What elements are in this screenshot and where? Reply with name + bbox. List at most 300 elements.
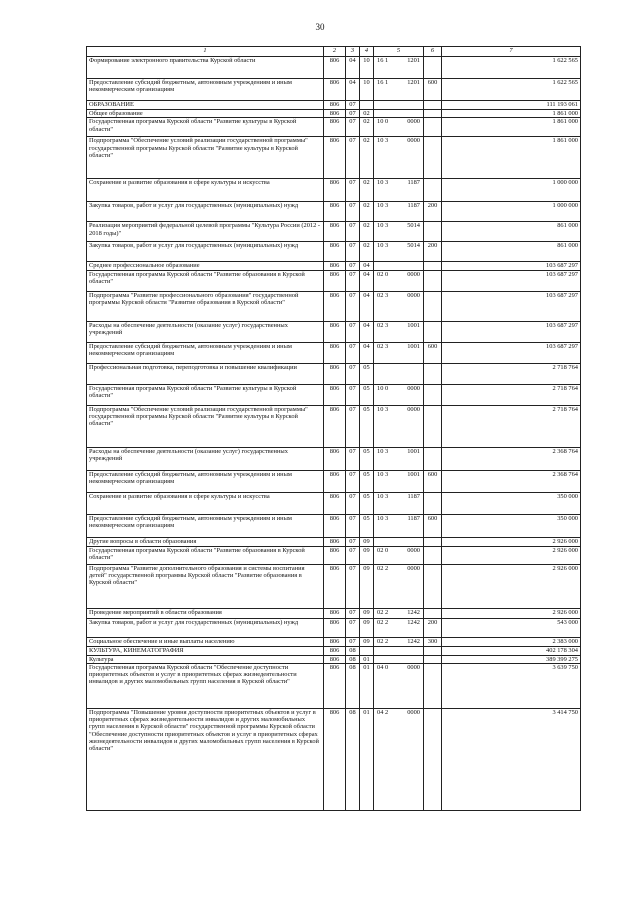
row-expense-type [424, 291, 442, 321]
row-subsection: 09 [360, 618, 374, 637]
row-admin-code: 806 [324, 321, 346, 342]
target-article-direction: 0000 [407, 137, 420, 145]
target-article-program: 16 1 [377, 57, 389, 64]
row-target-article [374, 291, 424, 321]
row-section: 07 [346, 222, 360, 242]
row-amount: 389 399 275 [442, 655, 581, 663]
target-article-direction: 1187 [407, 202, 420, 210]
row-expense-type [424, 363, 442, 384]
target-article-program: 10 0 [377, 118, 389, 126]
target-article-direction: 1187 [407, 179, 420, 187]
row-amount: 3 414 750 [442, 708, 581, 810]
row-admin-code: 806 [324, 291, 346, 321]
row-expense-type [424, 118, 442, 137]
target-article-parts [376, 638, 421, 645]
target-article-direction: 1242 [407, 618, 420, 626]
row-amount: 1 861 000 [442, 118, 581, 137]
row-name: Общее образование [87, 110, 324, 118]
row-section: 08 [346, 655, 360, 663]
table-row [87, 384, 581, 405]
row-section: 07 [346, 321, 360, 342]
target-article-direction: 1001 [407, 321, 420, 329]
target-article-direction: 0000 [407, 405, 420, 413]
row-section: 04 [346, 57, 360, 79]
row-target-article [374, 663, 424, 708]
row-expense-type [424, 492, 442, 514]
row-section: 07 [346, 608, 360, 618]
row-amount: 111 193 061 [442, 101, 581, 110]
row-expense-type [424, 564, 442, 608]
target-article-direction: 1201 [407, 79, 420, 86]
target-article-parts [376, 137, 421, 144]
target-article-parts [376, 118, 421, 125]
target-article-parts [376, 406, 421, 413]
table-row [87, 137, 581, 179]
row-target-article [374, 118, 424, 137]
row-amount: 103 687 297 [442, 262, 581, 270]
row-subsection: 09 [360, 564, 374, 608]
target-article-program: 10 3 [377, 242, 389, 250]
row-subsection: 02 [360, 202, 374, 222]
table-row [87, 655, 581, 663]
row-subsection: 01 [360, 663, 374, 708]
row-subsection: 05 [360, 405, 374, 447]
row-subsection: 05 [360, 470, 374, 492]
table-row [87, 546, 581, 564]
target-article-program: 10 0 [377, 384, 389, 392]
row-admin-code: 806 [324, 342, 346, 363]
target-article-direction: 1001 [407, 447, 420, 455]
row-expense-type: 300 [424, 637, 442, 646]
row-amount: 103 687 297 [442, 270, 581, 291]
row-name: Сохранение и развитие образования в сфере культуры и искусства [87, 179, 324, 202]
row-subsection: 02 [360, 137, 374, 179]
row-section: 07 [346, 101, 360, 110]
row-admin-code: 806 [324, 546, 346, 564]
row-subsection: 02 [360, 242, 374, 262]
table-row [87, 57, 581, 79]
row-admin-code: 806 [324, 202, 346, 222]
table-row [87, 608, 581, 618]
row-section: 07 [346, 564, 360, 608]
table-body [87, 47, 581, 811]
target-article-parts [376, 242, 421, 249]
header-cell-adm: 2 [324, 47, 346, 57]
row-amount: 543 000 [442, 618, 581, 637]
table-row [87, 118, 581, 137]
row-subsection: 02 [360, 179, 374, 202]
table-row [87, 514, 581, 537]
row-target-article [374, 646, 424, 655]
target-article-direction: 0000 [407, 564, 420, 572]
target-article-program: 10 3 [377, 447, 389, 455]
table-row [87, 321, 581, 342]
target-article-parts [376, 709, 421, 716]
row-expense-type [424, 262, 442, 270]
row-expense-type: 600 [424, 79, 442, 101]
row-admin-code: 806 [324, 637, 346, 646]
row-name: Культура [87, 655, 324, 663]
row-target-article [374, 242, 424, 262]
row-admin-code: 806 [324, 118, 346, 137]
row-name: Профессиональная подготовка, переподготовка и повышение квалификации [87, 363, 324, 384]
target-article-parts [376, 271, 421, 278]
header-cell-subsection: 4 [360, 47, 374, 57]
row-target-article [374, 470, 424, 492]
target-article-direction: 0000 [407, 546, 420, 554]
target-article-program: 10 3 [377, 179, 389, 187]
table-row [87, 663, 581, 708]
target-article-parts [376, 471, 421, 478]
target-article-direction: 0000 [407, 118, 420, 126]
row-target-article [374, 57, 424, 79]
target-article-parts [376, 619, 421, 626]
table-row [87, 618, 581, 637]
row-section: 07 [346, 363, 360, 384]
row-subsection: 09 [360, 537, 374, 546]
row-subsection: 04 [360, 342, 374, 363]
row-target-article [374, 708, 424, 810]
target-article-parts [376, 493, 421, 500]
row-subsection: 02 [360, 222, 374, 242]
table-row [87, 492, 581, 514]
table-row [87, 242, 581, 262]
row-admin-code: 806 [324, 618, 346, 637]
row-amount: 350 000 [442, 514, 581, 537]
row-expense-type [424, 708, 442, 810]
row-subsection: 04 [360, 270, 374, 291]
target-article-direction: 1201 [407, 57, 420, 64]
row-admin-code: 806 [324, 655, 346, 663]
row-section: 07 [346, 342, 360, 363]
target-article-program: 02 2 [377, 608, 389, 616]
table-row [87, 564, 581, 608]
row-amount: 861 000 [442, 222, 581, 242]
page-number: 30 [315, 22, 325, 32]
row-subsection: 05 [360, 363, 374, 384]
row-target-article [374, 405, 424, 447]
row-target-article [374, 546, 424, 564]
row-amount: 2 926 000 [442, 608, 581, 618]
row-amount: 2 368 764 [442, 447, 581, 470]
row-admin-code: 806 [324, 363, 346, 384]
row-subsection: 09 [360, 608, 374, 618]
row-expense-type: 200 [424, 618, 442, 637]
row-expense-type: 600 [424, 342, 442, 363]
row-subsection: 05 [360, 492, 374, 514]
table-row [87, 270, 581, 291]
row-admin-code: 806 [324, 564, 346, 608]
row-amount: 1 000 000 [442, 179, 581, 202]
target-article-direction: 0000 [407, 663, 420, 671]
row-admin-code: 806 [324, 447, 346, 470]
row-expense-type [424, 101, 442, 110]
target-article-direction: 0000 [407, 270, 420, 278]
row-amount: 2 718 764 [442, 405, 581, 447]
target-article-program: 10 3 [377, 405, 389, 413]
row-expense-type [424, 655, 442, 663]
target-article-parts [376, 222, 421, 229]
row-subsection: 04 [360, 262, 374, 270]
row-target-article [374, 447, 424, 470]
target-article-direction: 1242 [407, 608, 420, 616]
row-subsection: 09 [360, 546, 374, 564]
table-row [87, 291, 581, 321]
target-article-parts [376, 565, 421, 572]
row-name: Предоставление субсидий бюджетным, автономным учреждениям и иным некоммерческим организациям [87, 470, 324, 492]
target-article-program: 02 2 [377, 618, 389, 626]
target-article-parts [376, 57, 421, 64]
row-section: 07 [346, 262, 360, 270]
target-article-parts [376, 322, 421, 329]
target-article-parts [376, 343, 421, 350]
target-article-program: 02 0 [377, 270, 389, 278]
row-admin-code: 806 [324, 470, 346, 492]
header-cell-target-article: 5 [374, 47, 424, 57]
row-subsection: 04 [360, 321, 374, 342]
row-admin-code: 806 [324, 222, 346, 242]
row-subsection: 02 [360, 110, 374, 118]
row-admin-code: 806 [324, 384, 346, 405]
row-name: Государственная программа Курской области "Обеспечение доступности приоритетных объектов и услуг в приоритетных сферах жизнедеятельности инвалидов и других маломобильных групп населения в Курской области" [87, 663, 324, 708]
row-subsection [360, 646, 374, 655]
header-row [87, 47, 581, 57]
row-admin-code: 806 [324, 137, 346, 179]
target-article-program: 02 0 [377, 546, 389, 554]
row-target-article [374, 321, 424, 342]
row-section: 07 [346, 514, 360, 537]
row-admin-code: 806 [324, 492, 346, 514]
row-admin-code: 806 [324, 242, 346, 262]
row-section: 07 [346, 618, 360, 637]
row-subsection [360, 101, 374, 110]
row-name: Расходы на обеспечение деятельности (оказание услуг) государственных учреждений [87, 447, 324, 470]
target-article-program: 02 3 [377, 342, 389, 350]
table-row [87, 179, 581, 202]
target-article-direction: 1001 [407, 470, 420, 478]
row-admin-code: 806 [324, 79, 346, 101]
row-section: 07 [346, 137, 360, 179]
target-article-direction: 5014 [407, 242, 420, 250]
target-article-parts [376, 179, 421, 186]
row-amount: 2 718 764 [442, 384, 581, 405]
row-expense-type [424, 137, 442, 179]
row-admin-code: 806 [324, 57, 346, 79]
target-article-program: 02 3 [377, 291, 389, 299]
row-target-article [374, 342, 424, 363]
row-section: 07 [346, 384, 360, 405]
row-name: Формирование электронного правительства Курской области [87, 57, 324, 79]
row-admin-code: 806 [324, 405, 346, 447]
row-amount: 2 383 000 [442, 637, 581, 646]
row-target-article [374, 262, 424, 270]
row-expense-type [424, 447, 442, 470]
target-article-parts [376, 448, 421, 455]
row-admin-code: 806 [324, 110, 346, 118]
row-amount: 861 000 [442, 242, 581, 262]
row-target-article [374, 79, 424, 101]
row-name: Подпрограмма "Повышение уровня доступности приоритетных объектов и услуг в приоритетных сферах жизнедеятельности инвалидов и других маломобильных групп населения в Курской области" государственной программы Курской области "Обеспечение доступности приоритетных объектов и услуг в приоритетных сферах жизнедеятельности инвалидов и других маломобильных групп населения в Курской области" [87, 708, 324, 810]
row-expense-type [424, 608, 442, 618]
target-article-parts [376, 664, 421, 671]
row-name: Государственная программа Курской области "Развитие культуры в Курской области" [87, 118, 324, 137]
row-amount: 350 000 [442, 492, 581, 514]
row-target-article [374, 384, 424, 405]
target-article-direction: 0000 [407, 708, 420, 716]
target-article-parts [376, 202, 421, 209]
row-section: 07 [346, 405, 360, 447]
row-section: 04 [346, 79, 360, 101]
table-row [87, 262, 581, 270]
row-name: Подпрограмма "Развитие профессионального образования" государственной программы Курской области "Развитие образования в Курской области" [87, 291, 324, 321]
row-name: Государственная программа Курской области "Развитие образования в Курской области" [87, 546, 324, 564]
row-target-article [374, 618, 424, 637]
row-subsection: 01 [360, 655, 374, 663]
target-article-program: 10 3 [377, 514, 389, 522]
target-article-direction: 1001 [407, 342, 420, 350]
row-section: 08 [346, 708, 360, 810]
table-row [87, 79, 581, 101]
table-row [87, 202, 581, 222]
row-name: Закупка товаров, работ и услуг для государственных (муниципальных) нужд [87, 242, 324, 262]
row-admin-code: 806 [324, 101, 346, 110]
table-row [87, 405, 581, 447]
row-expense-type [424, 384, 442, 405]
row-expense-type [424, 57, 442, 79]
row-expense-type: 200 [424, 242, 442, 262]
table-row [87, 470, 581, 492]
target-article-program: 02 3 [377, 321, 389, 329]
target-article-direction: 1187 [407, 492, 420, 500]
row-expense-type [424, 405, 442, 447]
row-amount: 1 622 565 [442, 57, 581, 79]
row-name: Государственная программа Курской области "Развитие культуры в Курской области" [87, 384, 324, 405]
row-section: 07 [346, 202, 360, 222]
row-name: Реализация мероприятий федеральной целевой программы "Культура России (2012 - 2018 годы)" [87, 222, 324, 242]
row-expense-type [424, 222, 442, 242]
row-subsection: 10 [360, 57, 374, 79]
row-amount: 402 178 304 [442, 646, 581, 655]
row-target-article [374, 492, 424, 514]
row-section: 07 [346, 470, 360, 492]
row-expense-type: 200 [424, 202, 442, 222]
target-article-direction: 1187 [407, 514, 420, 522]
row-name: Другие вопросы в области образования [87, 537, 324, 546]
row-section: 07 [346, 537, 360, 546]
row-admin-code: 806 [324, 608, 346, 618]
target-article-program: 10 3 [377, 492, 389, 500]
row-subsection: 04 [360, 291, 374, 321]
row-name: Предоставление субсидий бюджетным, автономным учреждениям и иным некоммерческим организациям [87, 342, 324, 363]
table-row [87, 646, 581, 655]
target-article-program: 10 3 [377, 137, 389, 145]
target-article-parts [376, 292, 421, 299]
row-name: Сохранение и развитие образования в сфере культуры и искусства [87, 492, 324, 514]
row-target-article [374, 137, 424, 179]
row-subsection: 09 [360, 637, 374, 646]
target-article-direction: 0000 [407, 291, 420, 299]
row-name: Закупка товаров, работ и услуг для государственных (муниципальных) нужд [87, 202, 324, 222]
row-target-article [374, 564, 424, 608]
row-admin-code: 806 [324, 663, 346, 708]
row-subsection: 05 [360, 514, 374, 537]
row-amount: 2 926 000 [442, 537, 581, 546]
row-name: Среднее профессиональное образование [87, 262, 324, 270]
row-subsection: 10 [360, 79, 374, 101]
target-article-parts [376, 609, 421, 616]
target-article-program: 10 3 [377, 222, 389, 230]
target-article-program: 10 3 [377, 470, 389, 478]
row-section: 07 [346, 447, 360, 470]
row-subsection: 05 [360, 447, 374, 470]
row-expense-type [424, 270, 442, 291]
header-cell-expense-type: 6 [424, 47, 442, 57]
row-amount: 103 687 297 [442, 342, 581, 363]
row-amount: 1 622 565 [442, 79, 581, 101]
row-target-article [374, 270, 424, 291]
row-expense-type [424, 546, 442, 564]
target-article-parts [376, 515, 421, 522]
row-expense-type [424, 537, 442, 546]
target-article-program: 04 2 [377, 708, 389, 716]
row-expense-type [424, 110, 442, 118]
row-amount: 2 926 000 [442, 546, 581, 564]
row-admin-code: 806 [324, 262, 346, 270]
row-section: 07 [346, 546, 360, 564]
row-name: КУЛЬТУРА, КИНЕМАТОГРАФИЯ [87, 646, 324, 655]
row-name: Подпрограмма "Обеспечение условий реализации государственной программы" государственной программы Курской области "Развитие культуры в Курской области" [87, 137, 324, 179]
target-article-direction: 0000 [407, 384, 420, 392]
row-amount: 1 861 000 [442, 137, 581, 179]
row-section: 07 [346, 270, 360, 291]
row-expense-type [424, 179, 442, 202]
row-name: Государственная программа Курской области "Развитие образования в Курской области" [87, 270, 324, 291]
row-target-article [374, 537, 424, 546]
table-row [87, 637, 581, 646]
row-target-article [374, 110, 424, 118]
target-article-parts [376, 385, 421, 392]
row-admin-code: 806 [324, 514, 346, 537]
row-name: Закупка товаров, работ и услуг для государственных (муниципальных) нужд [87, 618, 324, 637]
row-name: Предоставление субсидий бюджетным, автономным учреждениям и иным некоммерческим организациям [87, 514, 324, 537]
row-expense-type: 600 [424, 514, 442, 537]
row-name: Расходы на обеспечение деятельности (оказание услуг) государственных учреждений [87, 321, 324, 342]
row-target-article [374, 608, 424, 618]
row-admin-code: 806 [324, 708, 346, 810]
row-amount: 3 639 750 [442, 663, 581, 708]
row-section: 07 [346, 110, 360, 118]
row-amount: 2 926 000 [442, 564, 581, 608]
row-subsection: 02 [360, 118, 374, 137]
row-amount: 2 718 764 [442, 363, 581, 384]
table-row [87, 363, 581, 384]
table-row [87, 447, 581, 470]
row-amount: 103 687 297 [442, 321, 581, 342]
table-row [87, 110, 581, 118]
row-expense-type [424, 646, 442, 655]
row-admin-code: 806 [324, 537, 346, 546]
row-name: Социальное обеспечение и иные выплаты населению [87, 637, 324, 646]
row-target-article [374, 514, 424, 537]
target-article-program: 16 1 [377, 79, 389, 86]
row-amount: 1 861 000 [442, 110, 581, 118]
table-row [87, 101, 581, 110]
target-article-parts [376, 547, 421, 554]
row-subsection: 05 [360, 384, 374, 405]
row-target-article [374, 363, 424, 384]
row-admin-code: 806 [324, 646, 346, 655]
target-article-program: 10 3 [377, 202, 389, 210]
